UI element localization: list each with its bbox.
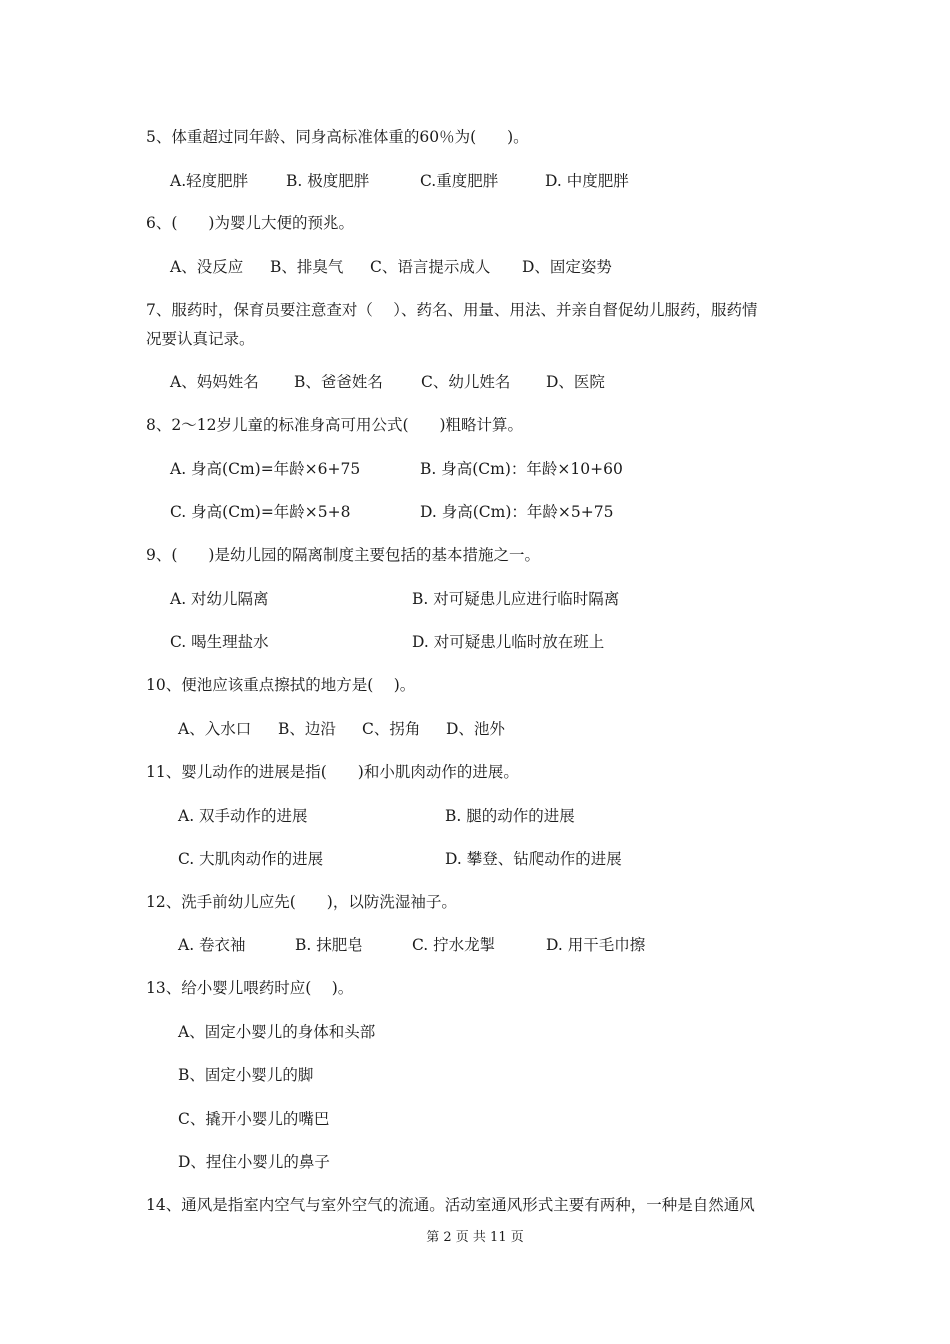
question-5-text: 5、体重超过同年龄、同身高标准体重的60％为( )。 bbox=[146, 128, 529, 146]
question-10-option-a: A、入水口 bbox=[178, 720, 252, 738]
question-11-option-c: C. 大肌肉动作的进展 bbox=[178, 850, 324, 868]
question-9-option-d: D. 对可疑患儿临时放在班上 bbox=[412, 633, 605, 651]
question-8-option-d: D. 身高(Cm)：年龄×5+75 bbox=[420, 503, 614, 521]
question-7-text-line-1: 7、服药时，保育员要注意查对（ ）、药名、用量、用法、并亲自督促幼儿服药，服药情 bbox=[146, 301, 758, 319]
question-11-text: 11、婴儿动作的进展是指( )和小肌肉动作的进展。 bbox=[146, 763, 519, 781]
question-6-option-b: B、排臭气 bbox=[270, 258, 344, 276]
question-8-option-b: B. 身高(Cm)：年龄×10+60 bbox=[420, 460, 623, 478]
question-12-option-a: A. 卷衣袖 bbox=[178, 936, 246, 954]
question-14-text: 14、通风是指室内空气与室外空气的流通。活动室通风形式主要有两种，一种是自然通风 bbox=[146, 1196, 755, 1214]
question-11-option-b: B. 腿的动作的进展 bbox=[445, 807, 575, 825]
question-7-option-c: C、幼儿姓名 bbox=[421, 373, 511, 391]
question-13-option-b: B、固定小婴儿的脚 bbox=[178, 1066, 314, 1084]
question-9-option-a: A. 对幼儿隔离 bbox=[170, 590, 269, 608]
page-number-footer: 第 2 页 共 11 页 bbox=[426, 1230, 524, 1245]
question-10-option-b: B、边沿 bbox=[278, 720, 336, 738]
question-11-option-d: D. 攀登、钻爬动作的进展 bbox=[445, 850, 622, 868]
question-13-option-c: C、撬开小婴儿的嘴巴 bbox=[178, 1110, 330, 1128]
question-12-option-c: C. 拧水龙掣 bbox=[412, 936, 496, 954]
question-7-text-line-2: 况要认真记录。 bbox=[146, 330, 255, 348]
question-6-text: 6、( )为婴儿大便的预兆。 bbox=[146, 214, 354, 232]
question-9-text: 9、( )是幼儿园的隔离制度主要包括的基本措施之一。 bbox=[146, 546, 540, 564]
question-5-option-b: B. 极度肥胖 bbox=[286, 172, 370, 190]
question-5-option-d: D. 中度肥胖 bbox=[545, 172, 629, 190]
question-5-option-a: A.轻度肥胖 bbox=[170, 172, 249, 190]
question-12-option-d: D. 用干毛巾擦 bbox=[546, 936, 646, 954]
question-12-option-b: B. 抹肥皂 bbox=[295, 936, 363, 954]
question-11-option-a: A. 双手动作的进展 bbox=[178, 807, 308, 825]
question-8-option-c: C. 身高(Cm)=年龄×5+8 bbox=[170, 503, 351, 521]
question-6-option-d: D、固定姿势 bbox=[522, 258, 612, 276]
question-6-option-a: A、没反应 bbox=[170, 258, 244, 276]
question-8-text: 8、2～12岁儿童的标准身高可用公式( )粗略计算。 bbox=[146, 416, 524, 434]
question-13-option-d: D、捏住小婴儿的鼻子 bbox=[178, 1153, 330, 1171]
question-5-option-c: C.重度肥胖 bbox=[420, 172, 499, 190]
question-10-option-c: C、拐角 bbox=[362, 720, 421, 738]
question-7-option-d: D、医院 bbox=[546, 373, 605, 391]
question-8-option-a: A. 身高(Cm)=年龄×6+75 bbox=[170, 460, 361, 478]
question-9-option-c: C. 喝生理盐水 bbox=[170, 633, 269, 651]
question-10-text: 10、便池应该重点擦拭的地方是( )。 bbox=[146, 676, 416, 694]
question-13-option-a: A、固定小婴儿的身体和头部 bbox=[178, 1023, 376, 1041]
question-6-option-c: C、语言提示成人 bbox=[370, 258, 491, 276]
question-12-text: 12、洗手前幼儿应先( )，以防洗湿袖子。 bbox=[146, 893, 457, 911]
question-9-option-b: B. 对可疑患儿应进行临时隔离 bbox=[412, 590, 620, 608]
question-13-text: 13、给小婴儿喂药时应( )。 bbox=[146, 979, 354, 997]
question-7-option-b: B、爸爸姓名 bbox=[294, 373, 383, 391]
question-7-option-a: A、妈妈姓名 bbox=[170, 373, 259, 391]
question-10-option-d: D、池外 bbox=[446, 720, 505, 738]
